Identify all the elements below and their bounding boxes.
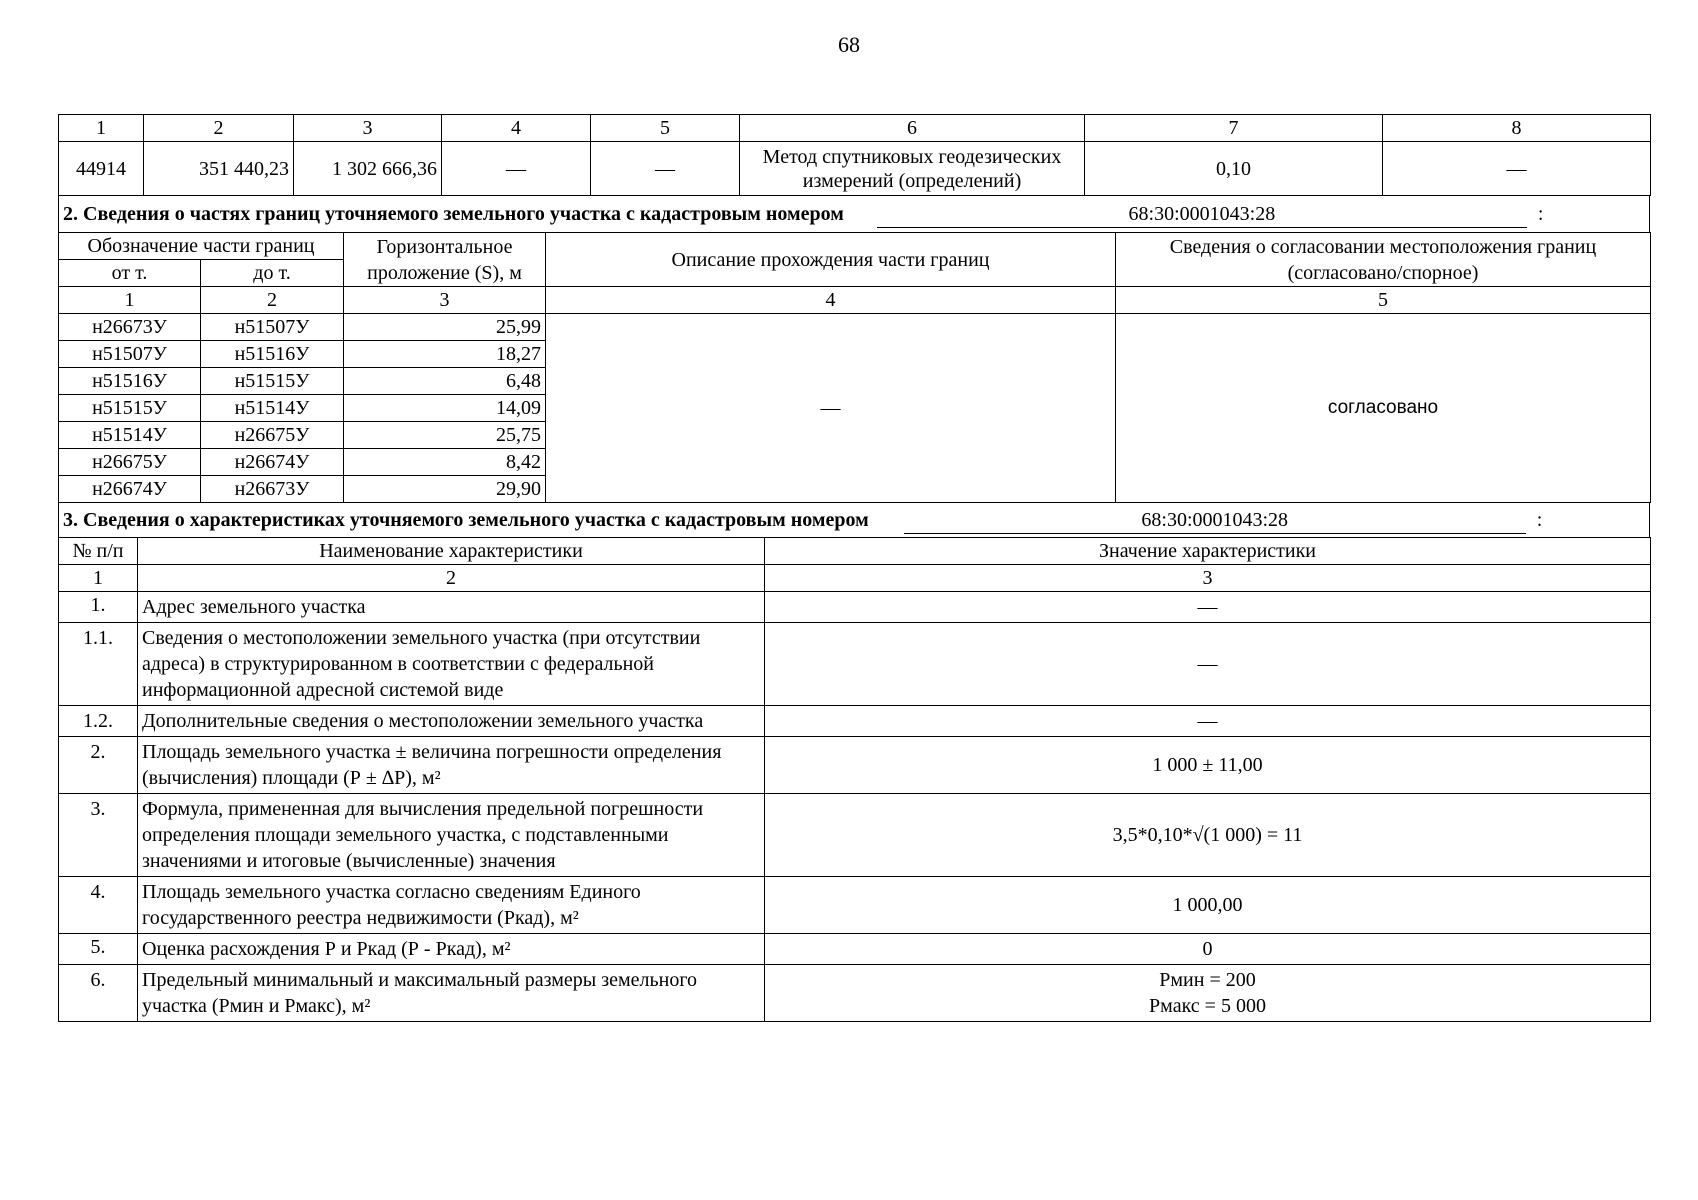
row-name: Площадь земельного участка согласно сведениям Единого государственного реестра недвижимости (Ркад), м²: [138, 877, 765, 934]
point-from: н51507У: [59, 341, 201, 368]
row-num: 6.: [59, 965, 138, 1022]
points-column-numbers: [59, 115, 1651, 142]
min-size-value: Рмин = 200: [1159, 969, 1256, 991]
row-value-pair: [765, 965, 1651, 1022]
agreement-value: согласовано: [1116, 314, 1651, 503]
points-table: [58, 114, 1651, 196]
point-to: н26674У: [201, 449, 344, 476]
col-number: 1: [59, 287, 201, 314]
point-to: н51515У: [201, 368, 344, 395]
section3-colon: :: [1536, 508, 1543, 531]
point-id: 44914: [59, 142, 144, 196]
col-number: 2: [138, 565, 765, 592]
row-value: 1 000,00: [765, 877, 1651, 934]
coord-y: 1 302 666,36: [294, 142, 442, 196]
col-number: 7: [1085, 115, 1383, 142]
row-num: 1.1.: [59, 623, 138, 706]
table-row: [59, 706, 1651, 737]
segment-length: 18,27: [344, 341, 546, 368]
description-header: Описание прохождения части границ: [546, 233, 1116, 287]
row-num: 5.: [59, 934, 138, 965]
table-row: [59, 934, 1651, 965]
row-name: Предельный минимальный и максимальный размеры земельного участка (Рмин и Рмакс), м²: [138, 965, 765, 1022]
row-value: —: [765, 623, 1651, 706]
col-number: 2: [201, 287, 344, 314]
col-number: 4: [546, 287, 1116, 314]
section2-heading: 2. Сведения о частях границ уточняемого земельного участка с кадастровым номером: [63, 202, 844, 225]
from-header: от т.: [59, 260, 201, 287]
col-number: 4: [442, 115, 591, 142]
point-from: н51514У: [59, 422, 201, 449]
segment-length: 25,99: [344, 314, 546, 341]
row-value: 0: [765, 934, 1651, 965]
description-value: —: [546, 314, 1116, 503]
table-row: [59, 965, 1651, 1022]
table-row: [59, 623, 1651, 706]
row-name: Адрес земельного участка: [138, 592, 765, 623]
row-value: —: [765, 706, 1651, 737]
row-name: Оценка расхождения Р и Ркад (Р - Ркад), м²: [138, 934, 765, 965]
row-num: 1.2.: [59, 706, 138, 737]
row-value: 3,5*0,10*√(1 000) = 11: [765, 794, 1651, 877]
point-from: н26674У: [59, 476, 201, 503]
col-number: 1: [59, 115, 144, 142]
cell-dash: —: [1383, 142, 1651, 196]
point-from: н26673У: [59, 314, 201, 341]
point-to: н26675У: [201, 422, 344, 449]
boundary-column-numbers: [59, 287, 1651, 314]
section3-title: [58, 503, 1650, 537]
col-number: 3: [344, 287, 546, 314]
characteristics-column-numbers: [59, 565, 1651, 592]
col-number: 2: [144, 115, 294, 142]
designation-header: Обозначение части границ: [59, 233, 344, 260]
segment-length: 29,90: [344, 476, 546, 503]
max-size-value: Рмакс = 5 000: [1149, 995, 1266, 1017]
accuracy: 0,10: [1085, 142, 1383, 196]
segment-length: 6,48: [344, 368, 546, 395]
value-header: Значение характеристики: [765, 538, 1651, 565]
segment-length: 25,75: [344, 422, 546, 449]
table-row: [59, 794, 1651, 877]
row-num: 3.: [59, 794, 138, 877]
point-from: н26675У: [59, 449, 201, 476]
row-value: —: [765, 592, 1651, 623]
row-value: 1 000 ± 11,00: [765, 737, 1651, 794]
section2-title: [58, 196, 1650, 232]
section2-colon: :: [1537, 202, 1544, 225]
section3-heading: 3. Сведения о характеристиках уточняемого земельного участка с кадастровым номером: [63, 508, 869, 531]
point-to: н51514У: [201, 395, 344, 422]
row-num: 2.: [59, 737, 138, 794]
segment-length: 8,42: [344, 449, 546, 476]
col-number: 3: [765, 565, 1651, 592]
horizontal-header: Горизонтальное проложение (S), м: [344, 233, 546, 287]
characteristics-table: [58, 537, 1651, 1022]
col-number: 6: [740, 115, 1085, 142]
name-header: Наименование характеристики: [138, 538, 765, 565]
table-row: [59, 877, 1651, 934]
cadastral-document: [58, 114, 1650, 1022]
to-header: до т.: [201, 260, 344, 287]
section3-cadastral-number: 68:30:0001043:28: [904, 507, 1526, 534]
point-to: н51507У: [201, 314, 344, 341]
agreement-header: Сведения о согласовании местоположения границ (согласовано/спорное): [1116, 233, 1651, 287]
table-row: [59, 142, 1651, 196]
section2-cadastral-number: 68:30:0001043:28: [877, 201, 1527, 228]
page-number: 68: [838, 32, 860, 57]
cell-dash: —: [591, 142, 740, 196]
col-number: 1: [59, 565, 138, 592]
boundary-parts-table: [58, 232, 1651, 503]
num-header: № п/п: [59, 538, 138, 565]
col-number: 5: [591, 115, 740, 142]
method: Метод спутниковых геодезических измерений (определений): [740, 142, 1085, 196]
point-from: н51516У: [59, 368, 201, 395]
row-num: 1.: [59, 592, 138, 623]
cell-dash: —: [442, 142, 591, 196]
row-num: 4.: [59, 877, 138, 934]
row-name: Сведения о местоположении земельного участка (при отсутствии адреса) в структурированном в соответствии с федеральной информационной адресной системой виде: [138, 623, 765, 706]
table-row: [59, 592, 1651, 623]
col-number: 3: [294, 115, 442, 142]
row-name: Формула, примененная для вычисления предельной погрешности определения площади земельного участка, с подставленными значениями и итоговые (вычисленные) значения: [138, 794, 765, 877]
table-row: [59, 314, 1651, 341]
row-name: Площадь земельного участка ± величина погрешности определения (вычисления) площади (Р ± ∆Р), м²: [138, 737, 765, 794]
point-to: н26673У: [201, 476, 344, 503]
segment-length: 14,09: [344, 395, 546, 422]
col-number: 5: [1116, 287, 1651, 314]
point-from: н51515У: [59, 395, 201, 422]
table-row: [59, 737, 1651, 794]
point-to: н51516У: [201, 341, 344, 368]
col-number: 8: [1383, 115, 1651, 142]
row-name: Дополнительные сведения о местоположении земельного участка: [138, 706, 765, 737]
coord-x: 351 440,23: [144, 142, 294, 196]
